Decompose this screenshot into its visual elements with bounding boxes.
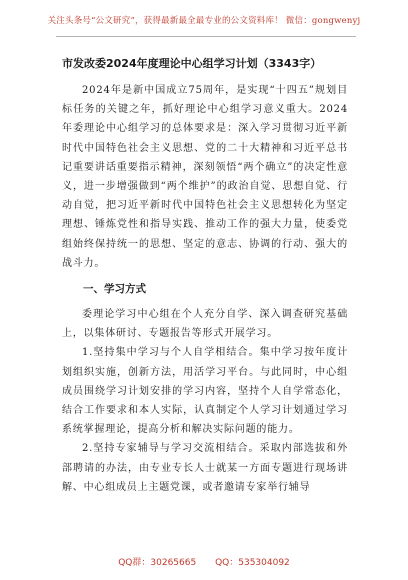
section-paragraph: 2.坚持专家辅导与学习交流相结合。采取内部选拔和外部聘请的办法，由专业专长人士就某一方面专题进行现场讲解、中心组成员上主题党课，或者邀请专家举行辅导 <box>62 443 348 493</box>
header-note: 关注头条号“公文研究”，获得最新最全最专业的公文资料库！ 微信：gongwenyj <box>47 16 361 26</box>
section-paragraph: 委理论学习中心组在个人充分自学、深入调查研究基础上，以集体研讨、专题报告等形式开展学习。 <box>62 309 348 340</box>
intro-paragraph: 2024年是新中国成立75周年，是实现“十四五”规划目标任务的关键之年，抓好理论中心组学习意义重大。2024年委理论中心组学习的总体要求是：深入学习贯彻习近平新时代中国特色社会主义思想、党的二十大精神和习近平总书记重要讲话重要指示精神，深刻领悟“两个确立”的决定性意义，进一步增强做到“两个维护”的政治自觉、思想自觉、行动自觉，把习近平新时代中国特色社会主义思想转化为坚定理想、锤炼党性和指导实践、推动工作的强大力量，使委党组始终保持统一的思想、坚定的意志、协调的行动、强大的战斗力。 <box>62 85 348 269</box>
section-heading-study-methods: 一、学习方式 <box>83 283 146 296</box>
header-divider <box>56 36 356 37</box>
footer-qq-number: QQ：535304092 <box>215 558 290 568</box>
document-body <box>62 56 348 497</box>
footer-qq-group: QQ群：30265665 <box>118 558 197 568</box>
section-paragraph: 1.坚持集中学习与个人自学相结合。集中学习按年度计划组织实施，创新方法，用活学习平台。与此同时，中心组成员围绕学习计划安排的学习内容，坚持个人自学常态化，结合工作要求和本人实际，认真制定个人学习计划通过学习系统掌握理论，提高分析和解决实际问题的能力。 <box>62 347 348 436</box>
footer-contact <box>0 555 408 568</box>
document-title: 市发改委2024年度理论中心组学习计划（3343字） <box>62 57 322 70</box>
